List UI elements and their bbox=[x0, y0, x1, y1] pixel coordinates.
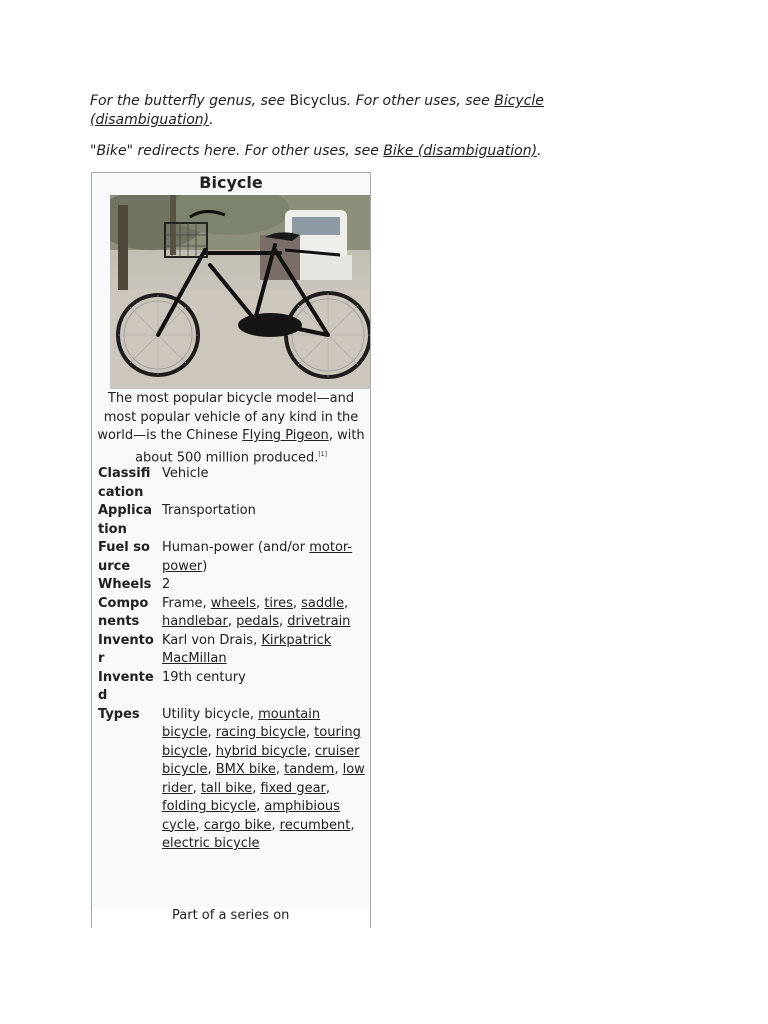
row-value-text: , bbox=[343, 595, 349, 611]
infobox-row bbox=[92, 706, 370, 854]
infobox-link[interactable]: racing bicycle bbox=[215, 725, 306, 740]
infobox-link[interactable]: drivetrain bbox=[287, 614, 351, 629]
hatnote-bike-redirect bbox=[90, 142, 690, 161]
row-value-text: , bbox=[350, 817, 355, 833]
infobox-link[interactable]: motor-power bbox=[162, 540, 353, 574]
infobox-link[interactable]: handlebar bbox=[162, 614, 228, 629]
caption-text: The most popular bicycle model—and most popular vehicle of any kind in the world—is the Chinese bbox=[97, 391, 359, 443]
caption-after: , with about 500 million produced. bbox=[135, 428, 365, 465]
infobox-row bbox=[92, 502, 370, 539]
infobox-link[interactable]: saddle bbox=[301, 595, 344, 611]
row-value bbox=[154, 502, 370, 539]
row-label: Components bbox=[98, 595, 149, 629]
reference-1[interactable]: [1] bbox=[318, 450, 327, 458]
image-caption bbox=[96, 390, 366, 467]
infobox-row bbox=[92, 632, 370, 669]
row-label: Invented bbox=[98, 669, 154, 703]
row-label: Fuel source bbox=[98, 540, 150, 574]
row-value-text: , bbox=[305, 725, 315, 740]
row-value-text: , bbox=[292, 595, 302, 611]
hatnote-mid: . For other uses, see bbox=[346, 93, 495, 109]
row-value-text: , bbox=[207, 762, 216, 777]
infobox-row bbox=[92, 595, 370, 632]
genus-name: Bicyclus bbox=[289, 93, 347, 109]
row-value bbox=[154, 706, 370, 854]
row-value-text: Vehicle bbox=[162, 466, 209, 481]
infobox-link[interactable]: fixed gear bbox=[260, 780, 326, 796]
row-value-text: , bbox=[275, 762, 285, 777]
infobox bbox=[91, 172, 371, 928]
row-value-text: , bbox=[195, 817, 204, 833]
infobox-link[interactable]: hybrid bicycle bbox=[215, 743, 307, 759]
infobox-link[interactable]: pedals bbox=[236, 614, 279, 629]
series-label: Part of a series on bbox=[172, 908, 290, 923]
row-value-text: , bbox=[334, 762, 343, 777]
hatnote-butterfly bbox=[90, 92, 590, 130]
row-value-text: Karl von Drais, bbox=[162, 632, 262, 648]
infobox-link[interactable]: Kirkpatrick MacMillan bbox=[162, 632, 332, 666]
infobox-link[interactable]: tandem bbox=[284, 762, 335, 777]
bicycle-disambiguation-link[interactable]: Bicycle (disambiguation) bbox=[90, 93, 544, 128]
infobox-link[interactable]: BMX bike bbox=[215, 762, 276, 777]
infobox-link[interactable]: touring bicycle bbox=[162, 725, 361, 759]
row-value-text: 19th century bbox=[162, 669, 246, 685]
infobox-rows bbox=[92, 465, 370, 854]
row-value-text: , bbox=[271, 817, 280, 833]
infobox-title: Bicycle bbox=[199, 173, 263, 192]
row-value bbox=[154, 632, 370, 669]
row-label: Classification bbox=[98, 466, 151, 500]
row-value-text: , bbox=[227, 614, 237, 629]
flying-pigeon-link[interactable]: Flying Pigeon bbox=[242, 428, 329, 443]
row-value-text: , bbox=[256, 595, 265, 611]
hatnote-suffix: . bbox=[537, 143, 542, 159]
infobox-link[interactable]: wheels bbox=[210, 595, 257, 611]
row-value-text: Frame, bbox=[162, 595, 211, 611]
row-value-text: 2 bbox=[162, 577, 171, 592]
infobox-row bbox=[92, 669, 370, 706]
infobox-link[interactable]: electric bicycle bbox=[162, 836, 260, 851]
bike-disambiguation-link[interactable]: Bike (disambiguation) bbox=[383, 143, 538, 159]
row-value-text: , bbox=[207, 725, 216, 740]
infobox-link[interactable]: low rider bbox=[162, 762, 365, 796]
hatnote-suffix: . bbox=[209, 112, 214, 128]
row-value-text: , bbox=[325, 780, 331, 796]
series-header bbox=[92, 907, 370, 928]
infobox-link[interactable]: amphibious cycle bbox=[162, 799, 340, 833]
bicycle-photo[interactable] bbox=[110, 195, 371, 389]
row-value-text: Human-power (and/or bbox=[162, 540, 310, 555]
row-label: Application bbox=[98, 503, 153, 537]
row-value-text: , bbox=[256, 799, 265, 814]
row-label: Inventor bbox=[98, 632, 154, 666]
infobox-link[interactable]: cruiser bicycle bbox=[162, 743, 360, 777]
row-value-text: , bbox=[279, 614, 288, 629]
infobox-link[interactable]: mountain bicycle bbox=[162, 706, 321, 740]
row-value-text: Transportation bbox=[162, 503, 256, 518]
row-value-text: , bbox=[207, 743, 216, 759]
row-value bbox=[154, 595, 370, 632]
infobox-link[interactable]: cargo bike bbox=[203, 817, 272, 833]
row-value bbox=[154, 576, 370, 595]
infobox-row bbox=[92, 539, 370, 576]
hatnote-prefix: "Bike" redirects here. For other uses, see bbox=[90, 143, 384, 159]
row-label: Types bbox=[98, 706, 140, 722]
row-value-text: , bbox=[192, 780, 201, 796]
row-value bbox=[154, 465, 370, 502]
hatnote-prefix: For the butterfly genus, see bbox=[90, 93, 290, 109]
row-value bbox=[154, 539, 370, 576]
infobox-row bbox=[92, 465, 370, 502]
infobox-link[interactable]: folding bicycle bbox=[162, 799, 257, 814]
row-value bbox=[154, 669, 370, 706]
row-value-text: Utility bicycle, bbox=[162, 706, 259, 722]
row-value-text: , bbox=[252, 780, 261, 796]
row-value-text: ) bbox=[202, 558, 208, 574]
infobox-link[interactable]: recumbent bbox=[279, 817, 351, 833]
row-value-text: , bbox=[306, 743, 315, 759]
infobox-link[interactable]: tires bbox=[264, 595, 293, 611]
row-label: Wheels bbox=[98, 577, 152, 592]
infobox-row bbox=[92, 576, 370, 595]
infobox-link[interactable]: tall bike bbox=[200, 780, 253, 796]
